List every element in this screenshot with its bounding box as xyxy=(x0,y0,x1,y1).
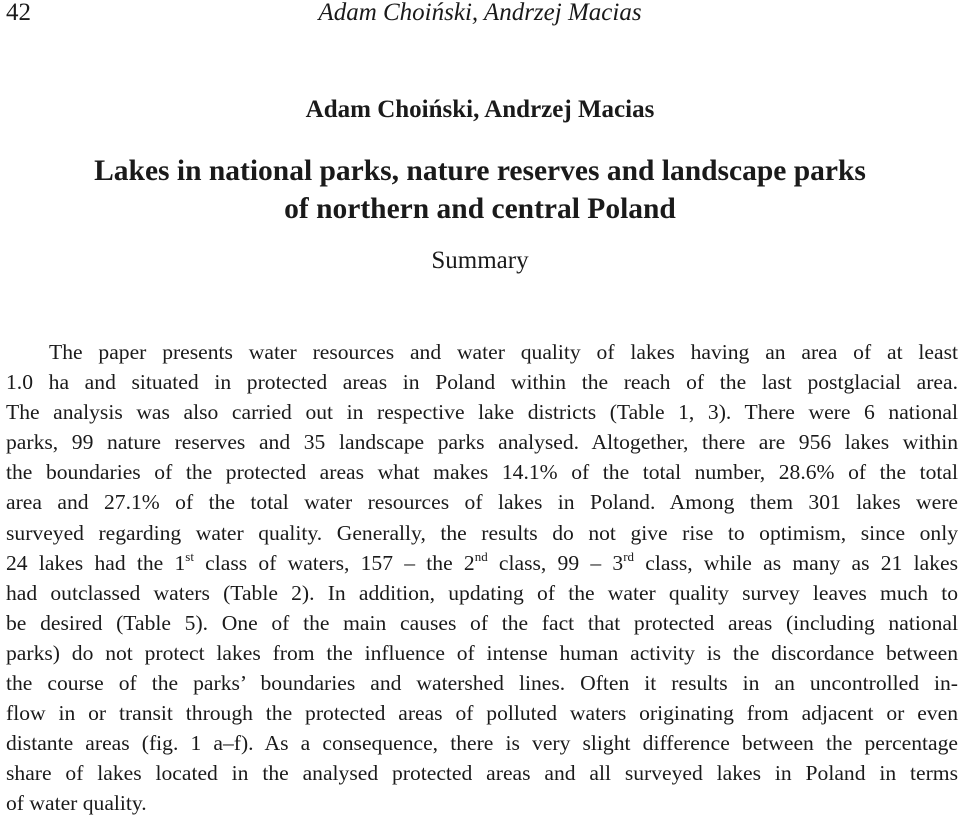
ordinal-superscript: rd xyxy=(623,548,635,564)
summary-line: had outclassed waters (Table 2). In addition, updating of the water quality survey leaves much to xyxy=(6,580,958,605)
running-head: Adam Choiński, Andrzej Macias xyxy=(318,0,642,26)
summary-line: share of lakes located in the analysed protected areas and all surveyed lakes in Poland in terms xyxy=(6,761,958,786)
line-segment: class of waters, 157 – the 2 xyxy=(193,550,475,575)
summary-line: surveyed regarding water quality. Generally, the results do not give rise to optimism, since only xyxy=(6,520,958,545)
line-segment: 24 lakes had the 1 xyxy=(6,550,186,575)
page-number: 42 xyxy=(6,0,31,26)
line-segment: class, while as many as 21 lakes xyxy=(634,550,958,575)
line-segment: class, 99 – 3 xyxy=(487,550,624,575)
ordinal-superscript: nd xyxy=(474,548,488,564)
summary-line: area and 27.1% of the total water resources of lakes in Poland. Among them 301 lakes were xyxy=(6,490,958,515)
ordinal-superscript: st xyxy=(185,548,194,564)
title-line-2: of northern and central Poland xyxy=(284,193,676,225)
summary-line: 1.0 ha and situated in protected areas in Poland within the reach of the last postglacial area. xyxy=(6,370,958,395)
summary-line: of water quality. xyxy=(6,791,147,816)
summary-body xyxy=(6,337,958,819)
article-authors: Adam Choiński, Andrzej Macias xyxy=(305,96,655,123)
summary-heading: Summary xyxy=(431,247,529,274)
summary-line-with-superscripts xyxy=(6,548,958,578)
title-line-1: Lakes in national parks, nature reserves and landscape parks xyxy=(94,155,866,187)
summary-line: the course of the parks’ boundaries and watershed lines. Often it results in an uncontrolled in- xyxy=(6,671,958,696)
summary-line: The paper presents water resources and water quality of lakes having an area of at least xyxy=(49,340,958,364)
article-title xyxy=(0,152,960,228)
summary-line: flow in or transit through the protected areas of polluted waters originating from adjacent or even xyxy=(6,701,958,726)
summary-line: The analysis was also carried out in respective lake districts (Table 1, 3). There were 6 national xyxy=(6,400,958,425)
summary-line: parks, 99 nature reserves and 35 landscape parks analysed. Altogether, there are 956 lakes within xyxy=(6,430,958,455)
summary-line: be desired (Table 5). One of the main causes of the fact that protected areas (including national xyxy=(6,610,958,635)
summary-line: distante areas (fig. 1 a–f). As a consequence, there is very slight difference between the percentage xyxy=(6,731,958,756)
summary-line: parks) do not protect lakes from the influence of intense human activity is the discordance between xyxy=(6,640,958,665)
summary-line: the boundaries of the protected areas what makes 14.1% of the total number, 28.6% of the total xyxy=(6,460,958,485)
